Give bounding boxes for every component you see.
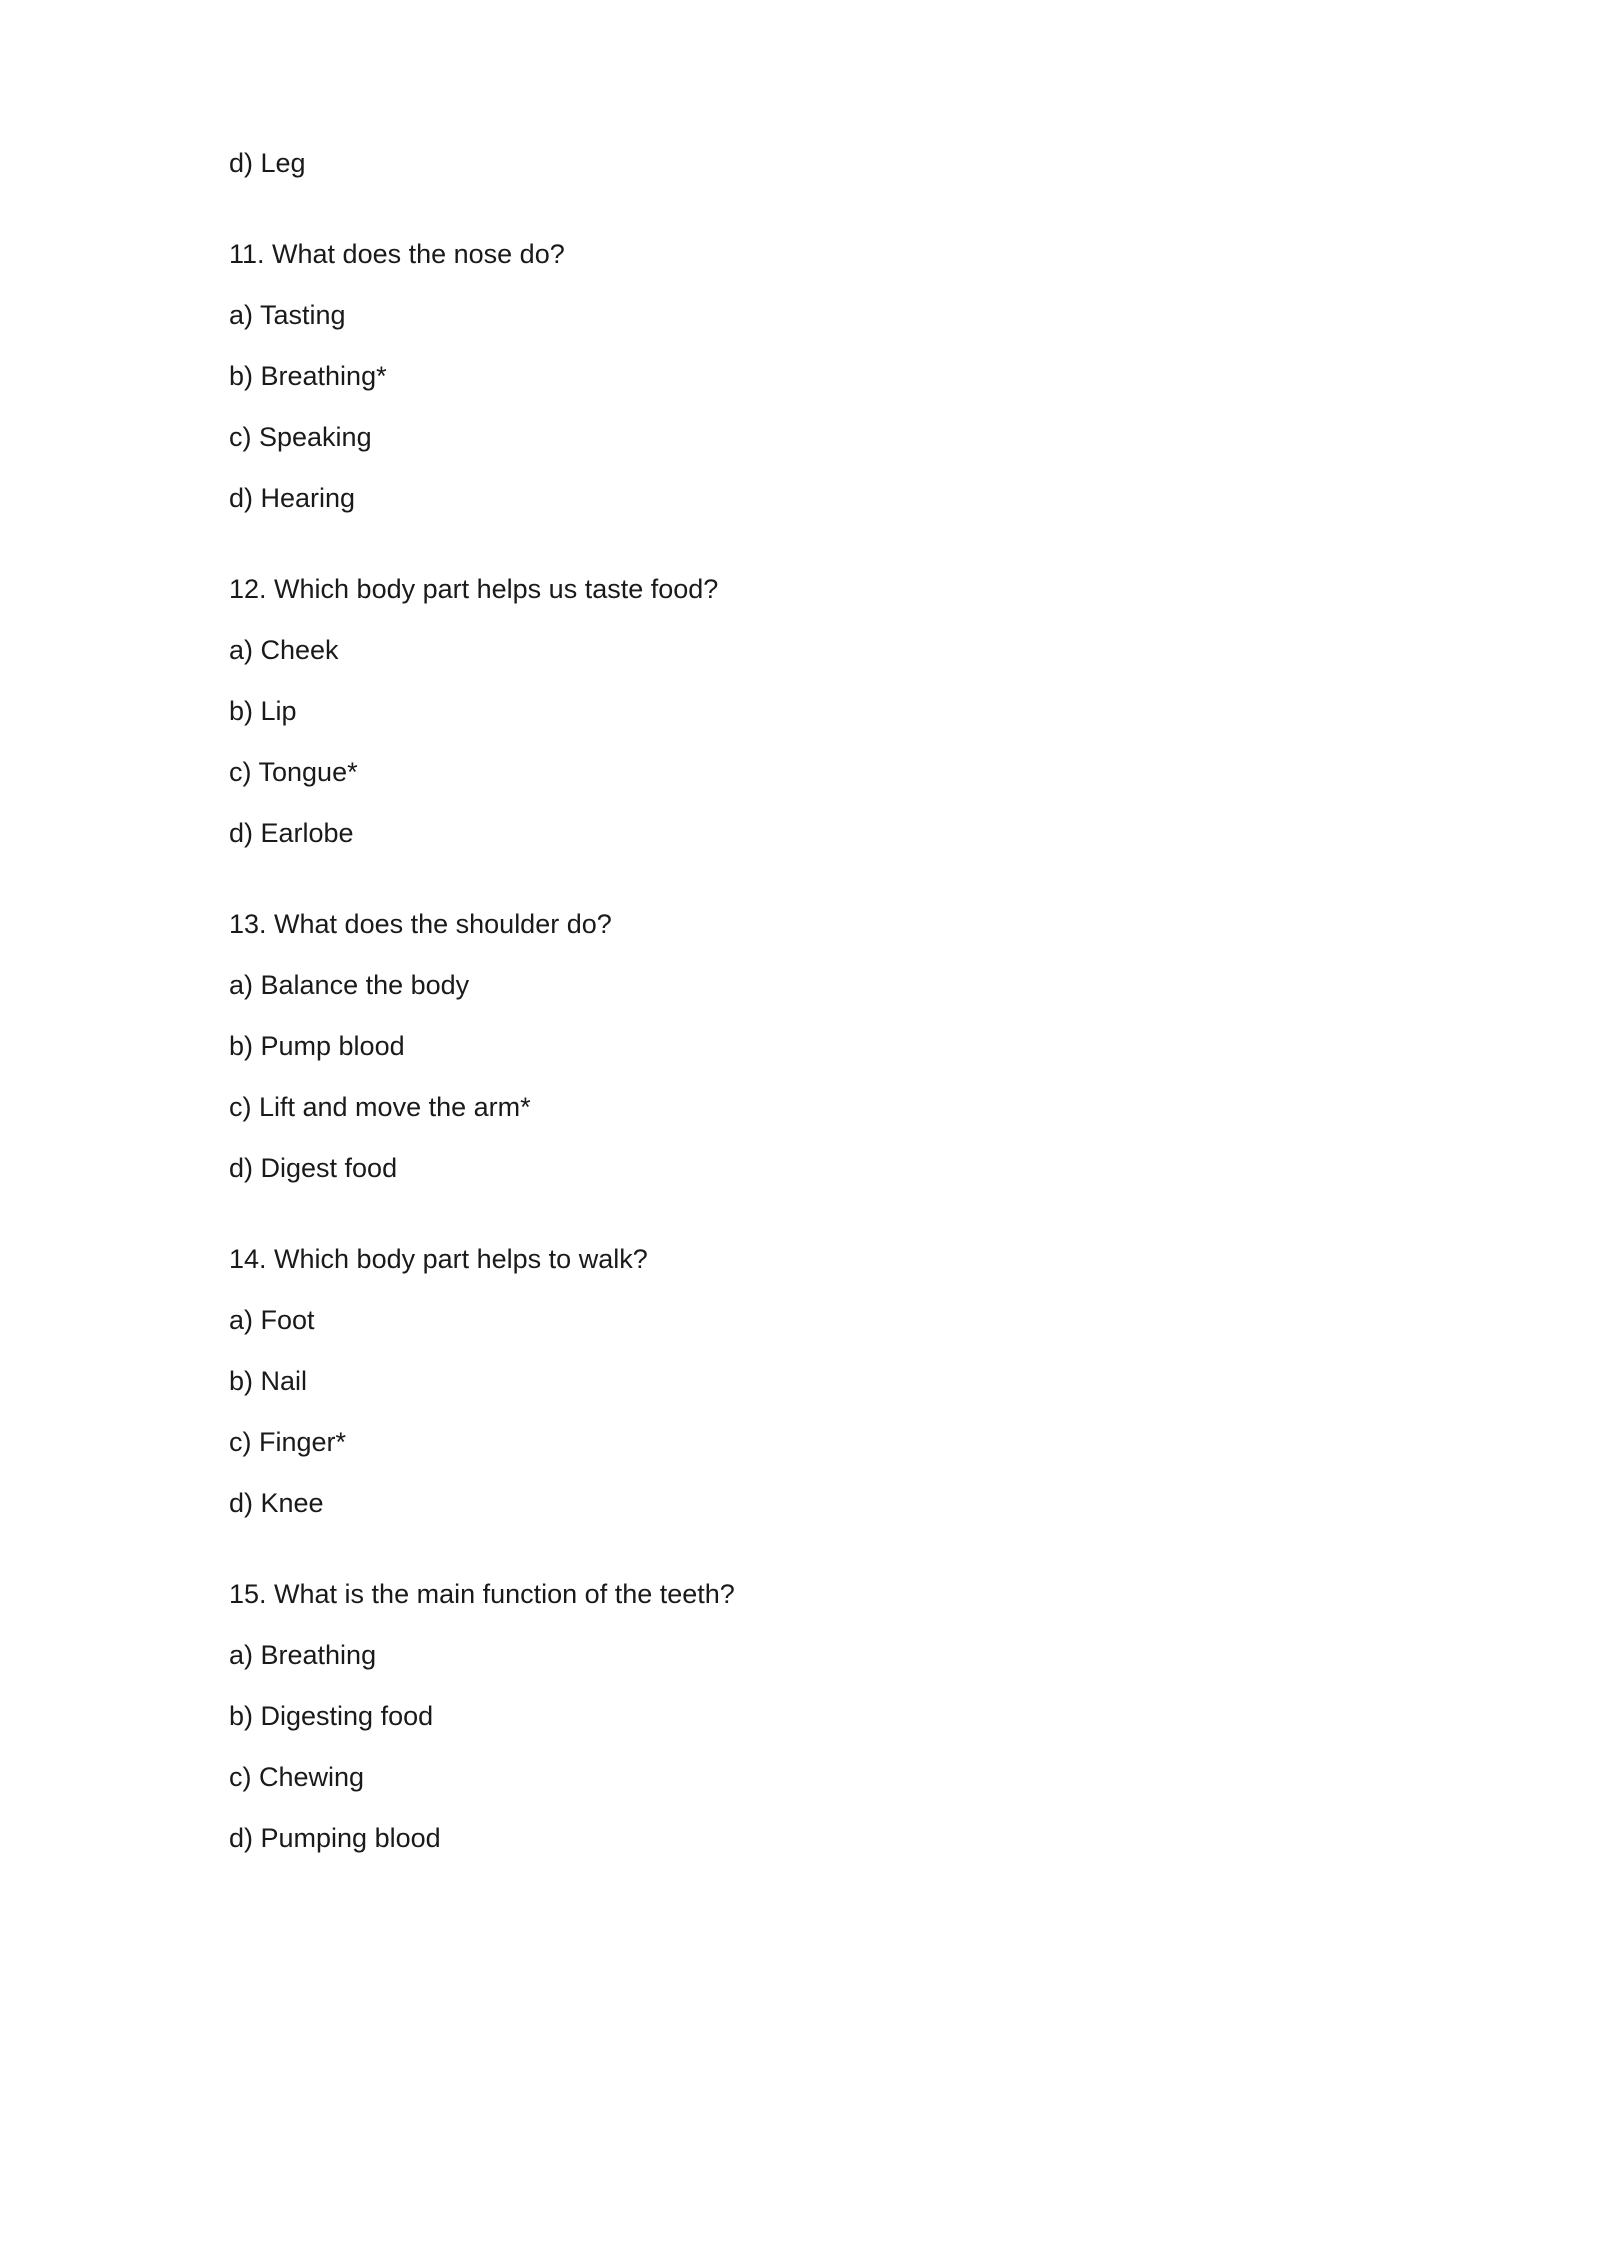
answer-option: d) Pumping blood xyxy=(229,1823,441,1853)
answer-option: b) Digesting food xyxy=(229,1701,434,1731)
answer-option: b) Breathing* xyxy=(229,361,387,391)
answer-option: d) Digest food xyxy=(229,1153,398,1183)
answer-option: d) Leg xyxy=(229,148,306,178)
answer-option: c) Speaking xyxy=(229,422,372,452)
answer-option: a) Balance the body xyxy=(229,970,470,1000)
answer-option: c) Chewing xyxy=(229,1762,365,1792)
question-14 xyxy=(229,1244,1429,1518)
question-text: 11. What does the nose do? xyxy=(229,239,565,269)
answer-option: d) Earlobe xyxy=(229,818,354,848)
question-text: 13. What does the shoulder do? xyxy=(229,909,612,939)
question-text: 14. Which body part helps to walk? xyxy=(229,1244,648,1274)
answer-option: b) Pump blood xyxy=(229,1031,405,1061)
answer-option: a) Cheek xyxy=(229,635,339,665)
answer-option: a) Foot xyxy=(229,1305,315,1335)
question-text: 12. Which body part helps us taste food? xyxy=(229,574,719,604)
quiz-content xyxy=(229,148,1429,1853)
answer-option: b) Nail xyxy=(229,1366,308,1396)
question-12 xyxy=(229,574,1429,848)
answer-option: c) Finger* xyxy=(229,1427,347,1457)
question-13 xyxy=(229,909,1429,1183)
question-15 xyxy=(229,1579,1429,1853)
answer-option: c) Tongue* xyxy=(229,757,358,787)
answer-option: a) Tasting xyxy=(229,300,346,330)
previous-question-tail xyxy=(229,148,1429,178)
answer-option: a) Breathing xyxy=(229,1640,377,1670)
answer-option: d) Knee xyxy=(229,1488,324,1518)
answer-option: b) Lip xyxy=(229,696,297,726)
question-text: 15. What is the main function of the teeth? xyxy=(229,1579,735,1609)
answer-option: c) Lift and move the arm* xyxy=(229,1092,531,1122)
question-11 xyxy=(229,239,1429,513)
answer-option: d) Hearing xyxy=(229,483,356,513)
